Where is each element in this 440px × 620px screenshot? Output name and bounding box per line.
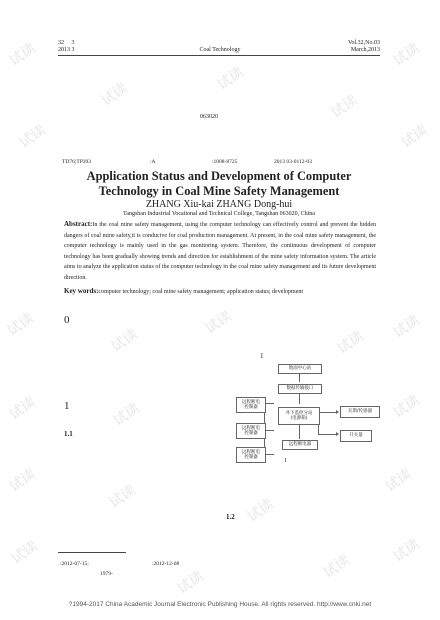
english-abstract <box>64 219 376 284</box>
arrow-head <box>336 432 339 436</box>
clc-number: TD76;TP393 <box>62 159 92 165</box>
received-date: :2012-07-15; <box>60 561 89 567</box>
abstract-label: Abstract: <box>64 220 93 228</box>
watermark: 试读 <box>334 328 367 358</box>
abstract-text: In the coal mine safety management, using the computer technology can effectively control and prevent the hidden dangers of coal mine safety,it is conducive for coal production management. At present, in the coal mine safety management, the computer technology is mainly used in the gas monitoring system. Therefore, the continuous development of computer technology has been gradually showing trends and direction for establishment of the mine safety information system. The article aims to analyze the application status of the computer technology in the coal mine safety management and its future development direction. <box>64 222 376 281</box>
watermark: 试读 <box>6 40 39 70</box>
watermark: 试读 <box>6 394 39 424</box>
author-born: 1979- <box>100 571 113 577</box>
connector-line <box>318 412 338 413</box>
header-date-right: March,2013 <box>350 47 380 53</box>
header-volume-left: 32 3 <box>58 40 75 46</box>
watermark: 试读 <box>6 466 39 496</box>
watermark: 试读 <box>202 308 235 338</box>
english-authors: ZHANG Xiu-kai ZHANG Dong-hui <box>145 199 293 210</box>
header-journal-name: Coal Technology <box>199 47 241 53</box>
article-pages: 2013 03-0112-03 <box>274 159 312 165</box>
box-remote-controller-2: 远程断电 控制器 <box>236 423 266 439</box>
watermark: 试读 <box>16 122 49 152</box>
watermark: 试读 <box>398 122 431 152</box>
watermark: 试读 <box>390 392 423 422</box>
watermark: 试读 <box>4 310 37 340</box>
revised-date: :2012-12-08 <box>152 561 180 567</box>
figure-caption: 1 <box>284 458 287 464</box>
watermark: 试读 <box>382 466 415 496</box>
watermark: 试读 <box>110 400 143 430</box>
section-0-heading: 0 <box>64 314 70 326</box>
watermark: 试读 <box>244 496 277 526</box>
keywords-text: computer technology; coal mine safety management; application status; development <box>98 289 304 295</box>
english-keywords <box>64 286 376 298</box>
connector-line <box>318 434 338 435</box>
section-1-1-heading: 1.1 <box>64 430 73 438</box>
english-title-line-1: Application Status and Development of Computer <box>86 169 352 183</box>
watermark: 试读 <box>390 536 423 566</box>
connector-line <box>299 425 300 439</box>
english-title-line-2: Technology in Coal Mine Safety Management <box>98 184 340 198</box>
watermark: 试读 <box>106 482 139 512</box>
watermark: 试读 <box>214 64 247 94</box>
watermark: 试读 <box>320 552 353 582</box>
box-remote-controller-3: 远程断电 控制器 <box>236 447 266 463</box>
watermark: 试读 <box>8 538 41 568</box>
footnote-rule <box>58 552 126 553</box>
header-rule <box>58 55 380 56</box>
header-date-left: 2013 3 <box>58 47 75 53</box>
header-volume-right: Vol.32,No.03 <box>347 40 380 46</box>
watermark: 试读 <box>174 568 207 598</box>
document-code: :A <box>150 159 156 165</box>
box-remote-controller-1: 远程断电 控制器 <box>236 397 266 413</box>
box-underground-substation: 井下监控分站 (电源箱) <box>278 407 320 425</box>
watermark: 试读 <box>390 312 423 342</box>
box-switch: 开关量 <box>340 430 372 442</box>
issn: :1008-8725 <box>212 159 238 165</box>
box-remote-power-cut: 远程断电器 <box>282 440 318 450</box>
box-gas-sensor: 瓦斯/传感器 <box>340 406 380 418</box>
keywords-label: Key words: <box>64 287 99 295</box>
postcode: 063020 <box>200 114 218 120</box>
box-data-interface: 数据传输接口 <box>278 384 322 394</box>
figure-label: 1 <box>260 352 264 360</box>
watermark: 试读 <box>108 326 141 356</box>
box-ground-center-station: 地面中心站 <box>278 364 322 374</box>
english-affiliation: Tangshan Industrial Vocational and Technical College, Tangshan 063020, China <box>123 211 315 217</box>
arrow-head <box>336 410 339 414</box>
watermark: 试读 <box>390 40 423 70</box>
watermark: 试读 <box>328 92 361 122</box>
section-1-heading: 1 <box>64 400 70 412</box>
watermark: 试读 <box>98 80 131 110</box>
copyright-notice: ?1994-2017 China Academic Journal Electronic Publishing House. All rights reserved. http://www.cnki.net <box>68 601 372 608</box>
section-1-2-heading: 1.2 <box>226 513 235 521</box>
